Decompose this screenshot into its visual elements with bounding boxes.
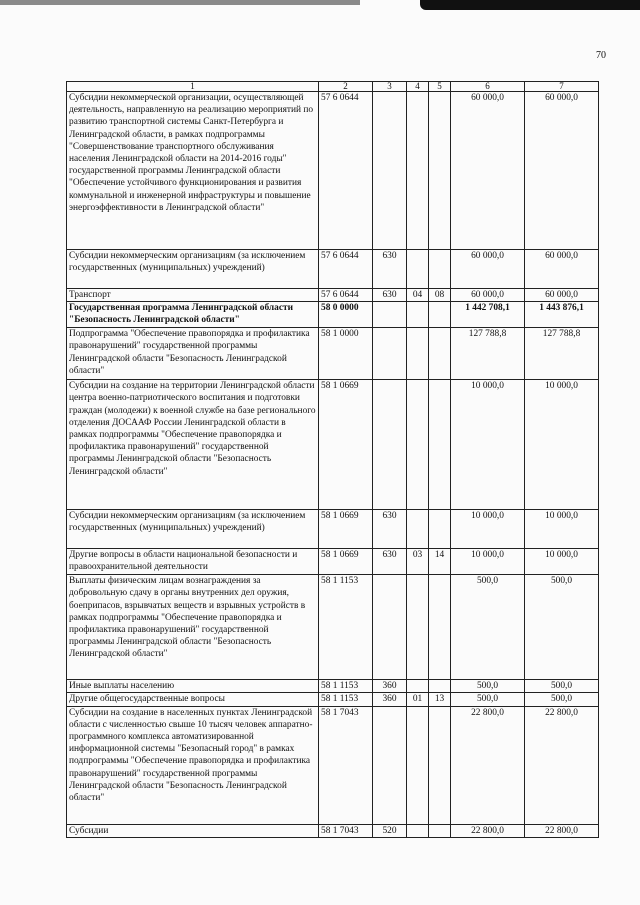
row-subsection	[429, 328, 451, 380]
column-number-row	[67, 82, 599, 92]
table-row	[67, 510, 599, 549]
table-row	[67, 575, 599, 680]
column-header: 2	[319, 82, 373, 92]
row-section: 01	[407, 693, 429, 706]
row-expense-type	[373, 328, 407, 380]
column-header: 4	[407, 82, 429, 92]
row-expense-type	[373, 302, 407, 328]
row-section	[407, 302, 429, 328]
row-code: 58 1 0669	[319, 549, 373, 575]
row-subsection	[429, 706, 451, 824]
column-header: 6	[451, 82, 525, 92]
column-header: 7	[525, 82, 599, 92]
table-row	[67, 549, 599, 575]
table-row	[67, 250, 599, 289]
scan-edge-mark	[420, 0, 640, 10]
row-code: 58 1 0669	[319, 380, 373, 510]
row-expense-type: 630	[373, 510, 407, 549]
table-row	[67, 328, 599, 380]
row-section: 04	[407, 289, 429, 302]
row-section	[407, 380, 429, 510]
row-amount-1: 500,0	[451, 575, 525, 680]
row-subsection: 08	[429, 289, 451, 302]
row-amount-1: 1 442 708,1	[451, 302, 525, 328]
row-amount-1: 60 000,0	[451, 250, 525, 289]
row-section	[407, 824, 429, 837]
row-amount-2: 10 000,0	[525, 380, 599, 510]
row-subsection	[429, 824, 451, 837]
row-code: 58 1 0000	[319, 328, 373, 380]
column-header: 5	[429, 82, 451, 92]
row-section	[407, 680, 429, 693]
row-name: Субсидии некоммерческой организации, осуществляющей деятельность, направленную на реализацию мероприятий по развитию транспортной системы Санкт-Петербурга и Ленинградской области, в рамках подпрограммы "Совершенствование транспортного обслуживания населения Ленинградской области на 2014-2016 годы" государственной программы Ленинградской области "Обеспечение устойчивого функционирования и развития коммунальной и инженерной инфраструктуры и повышение энергоэффективности в Ленинградской области"	[67, 92, 319, 250]
table-row	[67, 92, 599, 250]
row-amount-2: 60 000,0	[525, 289, 599, 302]
row-code: 58 0 0000	[319, 302, 373, 328]
row-name: Субсидии некоммерческим организациям (за исключением государственных (муниципальных) учреждений)	[67, 510, 319, 549]
row-amount-1: 500,0	[451, 680, 525, 693]
row-section	[407, 250, 429, 289]
row-subsection	[429, 250, 451, 289]
row-expense-type: 630	[373, 250, 407, 289]
row-subsection	[429, 380, 451, 510]
row-name: Субсидии на создание на территории Ленинградской области центра военно-патриотического воспитания и подготовки граждан (молодежи) к военной службе на базе регионального отделения ДОСААФ России Ленинградской области в рамках подпрограммы "Обеспечение правопорядка и профилактика правонарушений" государственной программы Ленинградской области "Безопасность Ленинградской области"	[67, 380, 319, 510]
row-subsection	[429, 92, 451, 250]
row-expense-type: 630	[373, 289, 407, 302]
row-name: Подпрограмма "Обеспечение правопорядка и профилактика правонарушений" государственной программы Ленинградской области "Безопасность Ленинградской области"	[67, 328, 319, 380]
row-code: 57 6 0644	[319, 289, 373, 302]
row-expense-type: 630	[373, 549, 407, 575]
row-amount-2: 60 000,0	[525, 250, 599, 289]
row-amount-1: 10 000,0	[451, 549, 525, 575]
row-amount-2: 60 000,0	[525, 92, 599, 250]
table-row	[67, 380, 599, 510]
row-amount-2: 1 443 876,1	[525, 302, 599, 328]
row-expense-type: 360	[373, 693, 407, 706]
row-amount-1: 500,0	[451, 693, 525, 706]
row-name: Другие вопросы в области национальной безопасности и правоохранительной деятельности	[67, 549, 319, 575]
row-amount-2: 500,0	[525, 575, 599, 680]
row-amount-2: 127 788,8	[525, 328, 599, 380]
row-subsection	[429, 510, 451, 549]
scan-edge-shadow	[0, 0, 360, 5]
row-subsection: 13	[429, 693, 451, 706]
row-code: 58 1 7043	[319, 706, 373, 824]
row-expense-type: 520	[373, 824, 407, 837]
table-row	[67, 693, 599, 706]
row-expense-type	[373, 92, 407, 250]
row-expense-type	[373, 575, 407, 680]
row-subsection	[429, 575, 451, 680]
row-amount-2: 10 000,0	[525, 510, 599, 549]
row-code: 57 6 0644	[319, 92, 373, 250]
row-amount-2: 22 800,0	[525, 824, 599, 837]
column-header: 3	[373, 82, 407, 92]
row-expense-type: 360	[373, 680, 407, 693]
budget-table	[66, 81, 599, 838]
row-section	[407, 706, 429, 824]
row-section	[407, 510, 429, 549]
row-section	[407, 575, 429, 680]
row-subsection	[429, 680, 451, 693]
page-number: 70	[596, 50, 606, 61]
row-amount-1: 127 788,8	[451, 328, 525, 380]
row-code: 58 1 1153	[319, 680, 373, 693]
row-amount-1: 60 000,0	[451, 92, 525, 250]
row-expense-type	[373, 380, 407, 510]
table-row-program	[67, 302, 599, 328]
row-subsection: 14	[429, 549, 451, 575]
row-amount-1: 60 000,0	[451, 289, 525, 302]
row-subsection	[429, 302, 451, 328]
table-row	[67, 824, 599, 837]
row-amount-2: 10 000,0	[525, 549, 599, 575]
row-code: 58 1 0669	[319, 510, 373, 549]
table-row	[67, 680, 599, 693]
table-row	[67, 706, 599, 824]
column-header: 1	[67, 82, 319, 92]
row-name: Выплаты физическим лицам вознаграждения за добровольную сдачу в органы внутренних дел оружия, боеприпасов, взрывчатых веществ и взрывных устройств в рамках подпрограммы "Обеспечение правопорядка и профилактика правонарушений" государственной программы Ленинградской области "Безопасность Ленинградской области"	[67, 575, 319, 680]
row-section	[407, 92, 429, 250]
row-name: Субсидии	[67, 824, 319, 837]
row-name: Иные выплаты населению	[67, 680, 319, 693]
row-name: Государственная программа Ленинградской области "Безопасность Ленинградской области"	[67, 302, 319, 328]
row-name: Субсидии некоммерческим организациям (за исключением государственных (муниципальных) учреждений)	[67, 250, 319, 289]
row-amount-2: 22 800,0	[525, 706, 599, 824]
row-amount-1: 10 000,0	[451, 510, 525, 549]
row-amount-2: 500,0	[525, 693, 599, 706]
row-expense-type	[373, 706, 407, 824]
row-amount-2: 500,0	[525, 680, 599, 693]
row-code: 57 6 0644	[319, 250, 373, 289]
table-row	[67, 289, 599, 302]
row-code: 58 1 1153	[319, 575, 373, 680]
row-name: Другие общегосударственные вопросы	[67, 693, 319, 706]
row-amount-1: 22 800,0	[451, 824, 525, 837]
row-name: Транспорт	[67, 289, 319, 302]
row-section: 03	[407, 549, 429, 575]
row-name: Субсидии на создание в населенных пунктах Ленинградской области с численностью свыше 10 тысяч человек аппаратно-программного комплекса автоматизированной информационной системы "Безопасный город" в рамках подпрограммы "Обеспечение правопорядка и профилактика правонарушений" государственной программы Ленинградской области "Безопасность Ленинградской области"	[67, 706, 319, 824]
row-amount-1: 22 800,0	[451, 706, 525, 824]
row-section	[407, 328, 429, 380]
row-amount-1: 10 000,0	[451, 380, 525, 510]
row-code: 58 1 1153	[319, 693, 373, 706]
row-code: 58 1 7043	[319, 824, 373, 837]
